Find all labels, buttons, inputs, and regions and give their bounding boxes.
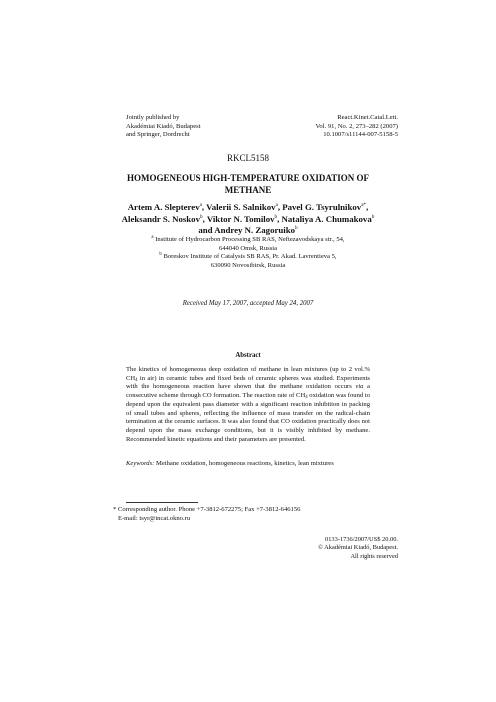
issn-price: 0133-1736/2007/US$ 20.00. bbox=[325, 536, 398, 543]
keywords-text: Methane oxidation, homogeneous reactions, kinetics, lean mixtures bbox=[154, 460, 334, 467]
author-list bbox=[80, 202, 416, 237]
affiliations bbox=[100, 236, 396, 270]
affiliation-a bbox=[100, 236, 396, 245]
abstract-fragment: The kinetics of homogeneous deep oxidation of methane in lean mixtures (up to 2 vol.% CH bbox=[126, 366, 370, 382]
author-name: Viktor N. Tomilov bbox=[206, 213, 275, 224]
author-affiliation-mark: b bbox=[274, 213, 278, 220]
author-name: Nataliya A. Chumakova bbox=[281, 213, 372, 224]
author-name: Aleksandr S. Noskov bbox=[121, 213, 200, 224]
author-name: Pavel G. Tsyrulnikov bbox=[282, 202, 362, 212]
author-affiliation-mark: a bbox=[275, 202, 278, 208]
author-separator: , bbox=[201, 202, 207, 212]
publisher-header bbox=[126, 114, 201, 140]
abstract-fragment: oxidation was found to depend upon the equivalent pass diameter with a significant reaction inhibition in packing of small tubes and spheres, reflecting the influence of mass transfer on the radical-chain termination at the ceramic surfaces. It was also found that CO oxidation practically does not depend upon the mass exchange conditions, but it is visibly inhibited by methane. Recommended kinetic equations and their parameters are presented. bbox=[126, 392, 370, 443]
corresponding-author-footnote bbox=[113, 506, 300, 523]
abstract-text bbox=[126, 366, 370, 444]
journal-doi: 10.1007/s11144-007-5158-5 bbox=[323, 131, 398, 139]
abstract-heading: Abstract bbox=[235, 352, 261, 359]
author-name: and Andrey N. Zagoruiko bbox=[198, 225, 296, 235]
paper-title-line: HOMOGENEOUS HIGH-TEMPERATURE OXIDATION OF bbox=[127, 173, 369, 183]
author-name: Valerii S. Salnikov bbox=[206, 202, 276, 212]
publisher-line: Akadémiai Kiadó, Budapest bbox=[126, 122, 201, 130]
author-affiliation-mark: b bbox=[371, 213, 375, 220]
journal-volume: Vol. 91, No. 2, 273–282 (2007) bbox=[315, 122, 398, 130]
paper-title bbox=[100, 172, 396, 196]
subscript: 4 bbox=[135, 377, 138, 383]
abstract-fragment: a consecutive scheme through CO formation. The reaction rate of CH bbox=[126, 383, 370, 400]
subscript: 4 bbox=[305, 395, 308, 401]
copyright-holder: © Akadémiai Kiadó, Budapest. bbox=[318, 544, 398, 552]
publisher-line: and Springer, Dordrecht bbox=[126, 131, 190, 139]
publisher-line: Jointly published by bbox=[126, 114, 180, 121]
author-affiliation-mark: b bbox=[295, 225, 298, 231]
article-code: RKCL5158 bbox=[226, 153, 269, 163]
abstract-fragment: in air) in ceramic tubes and fixed beds of ceramic spheres was studied. Experiments with the homogeneous reaction have shown that the methane oxidation occurs bbox=[126, 374, 370, 391]
copyright-block bbox=[318, 536, 398, 561]
affiliation-mark: b bbox=[159, 252, 162, 258]
author-affiliation-mark: b bbox=[199, 213, 203, 220]
affiliation-text: Boreskov Institute of Catalysis SB RAS, Pr. Akad. Lavrentieva 5, bbox=[163, 253, 337, 261]
affiliation-text: Institute of Hydrocarbon Processing SB RAS, Neftezavodskaya str., 54, bbox=[155, 236, 345, 243]
footnote-email: E-mail: tsyr@incat.okno.ru bbox=[113, 514, 191, 522]
affiliation-mark: a bbox=[151, 235, 154, 240]
author-separator: , bbox=[277, 213, 282, 224]
journal-name: React.Kinet.Catal.Lett. bbox=[337, 114, 398, 121]
footnote-divider bbox=[126, 502, 198, 503]
author-separator: , bbox=[366, 202, 369, 212]
author-separator: , bbox=[277, 202, 283, 212]
rights-reserved: All rights reserved bbox=[350, 552, 398, 560]
paper-title-line: METHANE bbox=[224, 185, 272, 195]
affiliation-b-city: 630090 Novosibirsk, Russia bbox=[210, 261, 286, 269]
abstract-italic-via: via bbox=[355, 383, 364, 391]
received-dates: Received May 17, 2007, accepted May 24, 2007 bbox=[182, 300, 314, 307]
footnote-contact: * Corresponding author. Phone +7-3812-672275; Fax +7-3812-646156 bbox=[113, 506, 301, 513]
author-affiliation-mark: a bbox=[199, 202, 202, 208]
journal-citation-header bbox=[316, 114, 398, 140]
affiliation-b bbox=[100, 253, 396, 262]
author-separator: , bbox=[202, 213, 207, 224]
author-name: Artem A. Slepterev bbox=[127, 202, 200, 212]
affiliation-a-city: 644040 Omsk, Russia bbox=[218, 244, 278, 252]
keywords-label: Keywords: bbox=[126, 460, 155, 467]
author-affiliation-mark: a* bbox=[361, 202, 367, 208]
keywords bbox=[126, 460, 370, 469]
